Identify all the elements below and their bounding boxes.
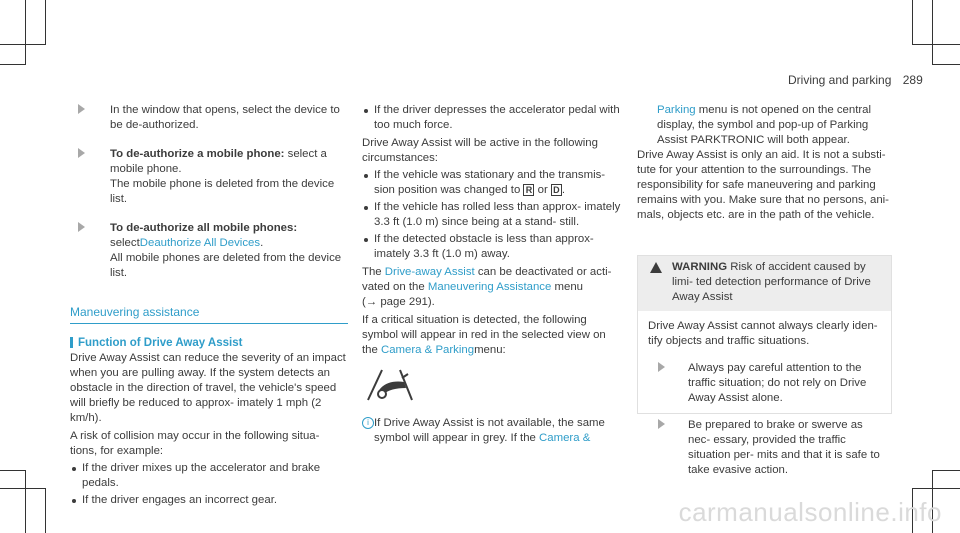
camera-parking-link[interactable]: Camera & Parking: [381, 344, 475, 356]
step-result: All mobile phones are deleted from the device list.: [110, 252, 342, 279]
d-key-icon: D: [551, 184, 562, 196]
camera-link[interactable]: Camera &: [539, 432, 591, 444]
paragraph: Drive Away Assist will be active in the following circumstances:: [362, 137, 598, 164]
paragraph-text: menu: [551, 281, 584, 293]
bullet-text: If the vehicle was stationary and the transmis- sion position was changed to: [374, 169, 606, 196]
drive-away-assist-link[interactable]: Drive-away Assist: [384, 266, 475, 278]
watermark: carmanualsonline.info: [678, 497, 942, 527]
deauthorize-all-link[interactable]: Deauthorize All Devices: [139, 237, 261, 249]
crop-mark: [932, 64, 960, 65]
column-left: [70, 103, 348, 508]
bullet-dot: [364, 206, 368, 210]
crop-mark: [932, 0, 933, 65]
crop-mark: [0, 44, 46, 45]
paragraph-text: If a critical situation is detected, the following symbol will appear in red in the selected view on the: [362, 314, 606, 356]
column-middle: [362, 103, 622, 446]
step-result: The mobile phone is deleted from the device list.: [110, 178, 335, 205]
bullet-text: or: [534, 184, 551, 196]
paragraph: Drive Away Assist is only an aid. It is not a substi- tute for your attention to the surroundings. The responsibility for safe maneuvering and parking remains with you. Make sure that no persons, ani- mals, objects etc. are in the path of the vehicle.: [637, 149, 889, 221]
step-select-device: [70, 103, 348, 133]
note: [362, 416, 622, 446]
warning-step: [648, 361, 883, 406]
collision-warning-symbol-icon: [366, 368, 414, 402]
bullet-item: [362, 103, 622, 133]
column-right: [637, 103, 890, 223]
page-reference: (→ page 291).: [362, 296, 435, 308]
warning-triangle-icon: [650, 262, 662, 273]
bullet-text: If the driver mixes up the accelerator and brake pedals.: [82, 462, 321, 489]
crop-mark: [0, 64, 26, 65]
step-arrow-icon: [658, 362, 665, 372]
crop-mark: [912, 488, 960, 489]
bullet-text: If the detected obstacle is less than approx- imately 3.3 ft (1.0 m) away.: [374, 233, 594, 260]
bullet-text: .: [561, 184, 566, 196]
warning-box: [637, 255, 892, 476]
maneuvering-assistance-link[interactable]: Maneuvering Assistance: [427, 281, 552, 293]
bullet-dot: [364, 174, 368, 178]
step-arrow-icon: [78, 148, 85, 158]
bullet-item: [362, 200, 622, 230]
r-key-icon: R: [523, 184, 534, 196]
bullet-dot: [364, 109, 368, 113]
crop-mark: [25, 0, 26, 65]
warning-step: [648, 418, 883, 478]
crop-mark: [0, 488, 46, 489]
bullet-item: [362, 232, 622, 262]
paragraph-text: menu:: [474, 344, 506, 356]
crop-mark: [912, 44, 960, 45]
step-arrow-icon: [658, 419, 665, 429]
paragraph: Drive Away Assist can reduce the severity of an impact when you are pulling away. If the system detects an obstacle in the direction of travel, the vehicle's speed will briefly be reduced to approx- imately 1 mph (2 km/h).: [70, 352, 346, 424]
step-bold: To de-authorize a mobile phone:: [110, 148, 285, 160]
step-text: select: [110, 237, 140, 249]
info-icon: i: [362, 417, 374, 429]
warning-body: [638, 311, 891, 478]
note-text: If Drive Away Assist is not available, the same symbol will appear in grey. If the: [374, 417, 605, 444]
section-heading: Maneuvering assistance: [70, 305, 348, 324]
step-bold: To de-authorize all mobile phones:: [110, 222, 298, 234]
warning-text: Drive Away Assist cannot always clearly iden- tify objects and traffic situations.: [648, 320, 878, 347]
step-text: In the window that opens, select the device to be de-authorized.: [110, 104, 340, 131]
crop-mark: [45, 488, 46, 533]
bullet-text: If the driver engages an incorrect gear.: [82, 494, 278, 506]
step-deauthorize-all: To de-authorize all mobile phones: selectDeauthorize All Devices. All mobile phones are deleted from the device list.: [70, 221, 348, 281]
crop-mark: [0, 470, 26, 471]
page-number: 289: [902, 73, 923, 87]
parking-link[interactable]: Parking: [657, 104, 696, 116]
bullet-item: [362, 168, 622, 198]
running-header: [788, 73, 923, 87]
step-deauthorize-one: [70, 147, 348, 207]
crop-mark: [25, 470, 26, 533]
paragraph-text: The: [362, 266, 385, 278]
bullet-item: [70, 493, 348, 508]
paragraph-text: menu is not opened on the central display, the symbol and pop-up of Parking Assist PARKTRONIC will both appear.: [657, 104, 872, 146]
section-name: Driving and parking: [788, 73, 892, 87]
warning-header: [638, 256, 891, 311]
paragraph-text: can be deactivated or acti- vated on the: [362, 266, 612, 293]
step-text: Always pay careful attention to the traffic situation; do not rely on Drive Away Assist alone.: [688, 362, 867, 404]
bullet-dot: [364, 238, 368, 242]
step-text: select a mobile phone.: [110, 148, 327, 175]
warning-label: WARNING: [672, 261, 728, 273]
bullet-item: [70, 461, 348, 491]
bullet-text: If the vehicle has rolled less than approx- imately 3.3 ft (1.0 m) since being at a stand- still.: [374, 201, 621, 228]
bullet-dot: [72, 499, 76, 503]
crop-mark: [45, 0, 46, 45]
paragraph: A risk of collision may occur in the following situa- tions, for example:: [70, 430, 320, 457]
bullet-text: If the driver depresses the accelerator pedal with too much force.: [374, 104, 620, 131]
warning-title: Risk of accident caused by limi- ted detection performance of Drive Away Assist: [672, 261, 871, 303]
subsection-heading: Function of Drive Away Assist: [70, 336, 348, 351]
bullet-dot: [72, 467, 76, 471]
step-arrow-icon: [78, 222, 85, 232]
step-arrow-icon: [78, 104, 85, 114]
step-text: Be prepared to brake or swerve as nec- essary, provided the traffic situation per- mits and that it is safe to take evasive action.: [688, 419, 880, 476]
crop-mark: [912, 0, 913, 45]
crop-mark: [932, 470, 960, 471]
